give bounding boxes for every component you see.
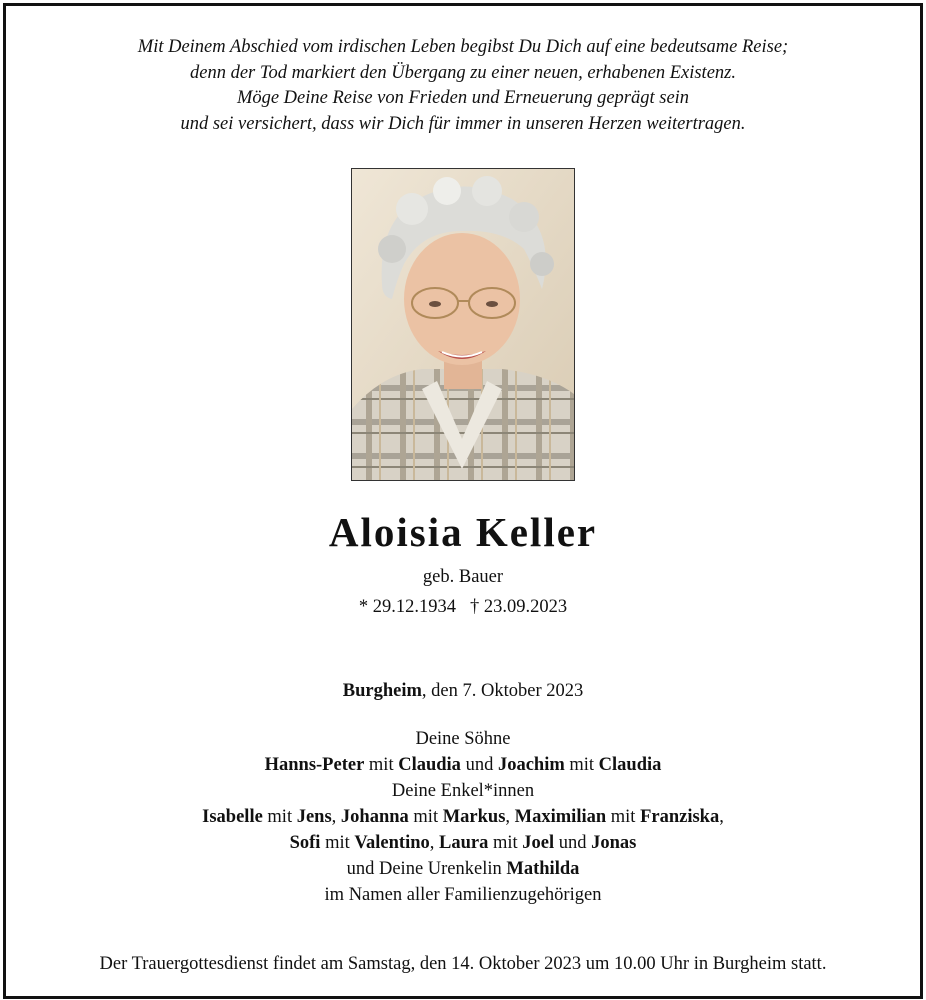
- connector: ,: [505, 807, 515, 827]
- connector: mit: [262, 807, 297, 827]
- deceased-name: Aloisia Keller: [328, 509, 598, 555]
- poem-line: Mit Deinem Abschied vom irdischen Leben begibst Du Dich auf eine bedeutsame Reise;: [137, 37, 789, 57]
- great-grandchild-line: [6, 856, 920, 882]
- relative-name: Joel: [522, 833, 555, 853]
- portrait-photo: [351, 168, 575, 481]
- connector: mit: [606, 807, 641, 827]
- connector: und Deine Urenkelin: [346, 859, 507, 879]
- relative-name: Claudia: [398, 755, 461, 775]
- connector: mit: [408, 807, 443, 827]
- connector: mit: [364, 755, 399, 775]
- relative-name: Claudia: [598, 755, 662, 775]
- place: Burgheim: [342, 681, 422, 701]
- birth-date: * 29.12.1934: [358, 597, 456, 617]
- relative-name: Valentino: [354, 833, 430, 853]
- relative-name: Jens: [296, 807, 332, 827]
- poem-line: und sei versichert, dass wir Dich für immer in unseren Herzen weitertragen.: [180, 113, 746, 134]
- poem-line: denn der Tod markiert den Übergang zu einer neuen, erhabenen Existenz.: [189, 62, 736, 83]
- connector: mit: [564, 755, 599, 775]
- connector: mit: [488, 833, 523, 853]
- relative-name: Maximilian: [514, 807, 607, 827]
- sons-line: [6, 752, 920, 778]
- relative-name: Isabelle: [202, 807, 263, 827]
- connector: ,: [429, 833, 440, 853]
- relative-name: Joachim: [497, 755, 565, 775]
- connector: ,: [719, 807, 724, 827]
- service-notice: Der Trauergottesdienst findet am Samstag, den 14. Oktober 2023 um 10.00 Uhr in Burgheim statt.: [99, 954, 827, 974]
- connector: mit: [320, 833, 355, 853]
- date: , den 7. Oktober 2023: [421, 681, 584, 701]
- relative-name: Hanns-Peter: [264, 755, 365, 775]
- relative-name: Johanna: [340, 807, 409, 827]
- death-date: † 23.09.2023: [470, 597, 568, 617]
- place-and-date: [6, 681, 920, 702]
- memorial-poem: [6, 35, 920, 137]
- obituary-card: [3, 3, 923, 999]
- relative-name: Markus: [442, 807, 506, 827]
- relative-name: Franziska: [640, 807, 720, 827]
- grandchildren-line: [6, 804, 920, 830]
- grandchildren-heading: Deine Enkel*innen: [391, 781, 535, 801]
- relative-name: Laura: [439, 833, 489, 853]
- connector: und: [460, 755, 498, 775]
- relative-name: Sofi: [289, 833, 321, 853]
- birth-name: geb. Bauer: [422, 567, 504, 587]
- poem-line: Möge Deine Reise von Frieden und Erneuerung geprägt sein: [236, 88, 690, 108]
- relative-name: Mathilda: [506, 859, 580, 879]
- family-list: [6, 726, 920, 908]
- sons-heading: Deine Söhne: [415, 729, 511, 749]
- family-closing: im Namen aller Familienzugehörigen: [324, 885, 602, 905]
- connector: ,: [331, 807, 341, 827]
- life-dates: [6, 597, 920, 618]
- grandchildren-line: [6, 830, 920, 856]
- relative-name: Jonas: [591, 833, 637, 853]
- connector: und: [554, 833, 592, 853]
